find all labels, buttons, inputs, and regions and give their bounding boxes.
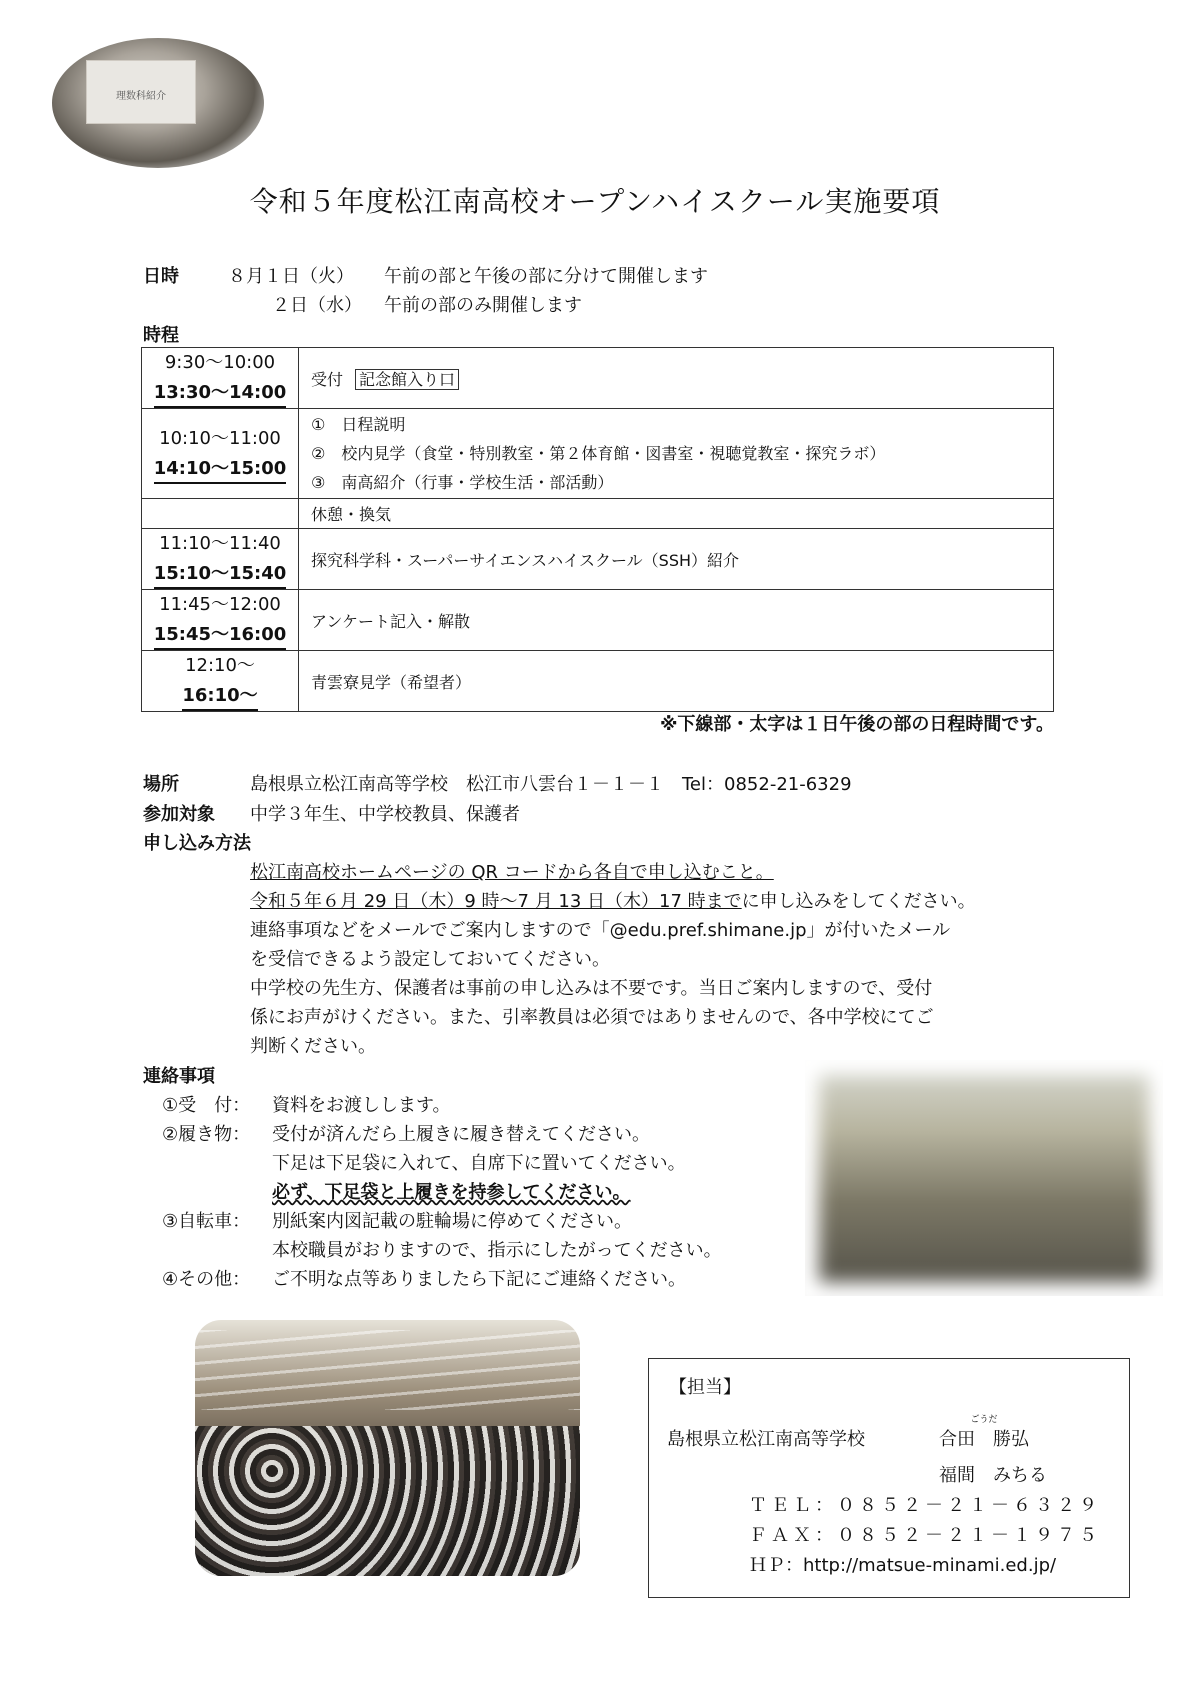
projector-screen xyxy=(86,60,196,124)
schedule-row xyxy=(142,590,1054,651)
time-am: 11:10～11:40 xyxy=(159,533,281,554)
datetime-line1-text: 午前の部と午後の部に分けて開催します xyxy=(384,266,708,287)
auditorium-photo xyxy=(195,1320,580,1576)
time-pm: 15:45～16:00 xyxy=(154,622,287,650)
schedule-row xyxy=(142,348,1054,409)
schedule-label: 時程 xyxy=(143,325,179,346)
schedule-time-cell xyxy=(142,529,299,590)
screen-text: 理数科紹介 xyxy=(116,91,166,102)
apply-line2-rest: に申し込みをしてください。 xyxy=(741,891,976,912)
apply-line5: 中学校の先生方、保護者は事前の申し込みは不要です。当日ご案内しますので、受付 xyxy=(250,978,933,999)
schedule-row xyxy=(142,529,1054,590)
note-text-emphasis: 必ず、下足袋と上履きを持参してください。 xyxy=(272,1182,631,1203)
ceiling-lights xyxy=(195,1330,580,1410)
contact-box xyxy=(648,1358,1130,1598)
schedule-desc-cell xyxy=(299,499,1054,529)
note-text: 本校職員がおりますので、指示にしたがってください。 xyxy=(272,1240,722,1261)
datetime-label: 日時 xyxy=(143,266,179,287)
contact-fax: ＦＡＸ：０８５２－２１－１９７５ xyxy=(749,1525,1101,1546)
apply-deadline: 令和５年６月 29 日（木）9 時～7 月 13 日（木）17 時まで xyxy=(250,891,742,912)
schedule-time-cell xyxy=(142,409,299,499)
note-key: ②履き物： xyxy=(162,1124,251,1145)
note-text: 資料をお渡しします。 xyxy=(272,1095,451,1116)
contact-person1-ruby: ごうだ xyxy=(970,1415,998,1425)
place-label: 場所 xyxy=(143,774,179,795)
contact-hp[interactable]: ＨＰ：http://matsue-minami.ed.jp/ xyxy=(749,1555,1057,1576)
target-label: 参加対象 xyxy=(143,804,215,825)
schedule-desc: 探究科学科・スーパーサイエンスハイスクール（SSH）紹介 xyxy=(311,550,740,570)
contact-person1 xyxy=(939,1415,1029,1451)
datetime-line1-date: ８月１日（火） xyxy=(228,266,354,287)
apply-line7: 判断ください。 xyxy=(250,1036,376,1057)
note-text: 別紙案内図記載の駐輪場に停めてください。 xyxy=(272,1211,632,1232)
time-pm: 16:10～ xyxy=(182,683,257,711)
schedule-desc: 休憩・換気 xyxy=(311,505,392,524)
contact-heading: 【担当】 xyxy=(669,1377,741,1398)
schedule-item: ③ 南高紹介（行事・学校生活・部活動） xyxy=(311,473,614,492)
apply-line4: を受信できるよう設定しておいてください。 xyxy=(250,949,610,970)
schedule-time-cell xyxy=(142,499,299,529)
note-key: ③自転車： xyxy=(162,1211,251,1232)
schedule-desc-cell xyxy=(299,409,1054,499)
time-am: 11:45～12:00 xyxy=(159,594,281,615)
contact-tel: ＴＥＬ：０８５２－２１－６３２９ xyxy=(749,1495,1101,1516)
schedule-item: ① 日程説明 xyxy=(311,415,406,434)
schedule-desc-cell xyxy=(299,348,1054,409)
time-pm: 13:30～14:00 xyxy=(154,380,287,408)
apply-label: 申し込み方法 xyxy=(143,833,251,854)
schedule-desc: 青雲寮見学（希望者） xyxy=(311,672,472,692)
time-am: 9:30～10:00 xyxy=(164,352,276,373)
schedule-time-cell xyxy=(142,651,299,712)
time-am: 10:10～11:00 xyxy=(159,427,281,449)
schedule-note: ※下線部・太字は１日午後の部の日程時間です。 xyxy=(659,714,1054,735)
note-text: 下足は下足袋に入れて、自席下に置いてください。 xyxy=(272,1153,686,1174)
target-value: 中学３年生、中学校教員、保護者 xyxy=(250,804,520,825)
venue-box: 記念館入り口 xyxy=(355,369,459,390)
note-key: ①受 付： xyxy=(162,1095,251,1116)
schedule-desc-cell xyxy=(299,651,1054,712)
time-am: 12:10～ xyxy=(185,655,255,676)
note-text: 受付が済んだら上履きに履き替えてください。 xyxy=(272,1124,650,1145)
notes-label: 連絡事項 xyxy=(143,1066,215,1087)
place-value: 島根県立松江南高等学校 松江市八雲台１－１－１ Tel：0852-21-6329 xyxy=(250,774,852,795)
schedule-time-cell xyxy=(142,590,299,651)
contact-person1-text: 合田 勝弘 xyxy=(939,1429,1029,1450)
page-title: 令和５年度松江南高校オープンハイスクール実施要項 xyxy=(249,185,941,218)
time-pm: 15:10～15:40 xyxy=(154,561,287,589)
contact-school: 島根県立松江南高等学校 xyxy=(667,1429,865,1450)
schedule-row xyxy=(142,499,1054,529)
apply-line3: 連絡事項などをメールでご案内しますので「@edu.pref.shimane.jp」が付いたメール xyxy=(250,920,951,941)
audience xyxy=(195,1426,580,1576)
schedule-time-cell xyxy=(142,348,299,409)
note-text: ご不明な点等ありましたら下記にご連絡ください。 xyxy=(272,1269,686,1290)
top-photo xyxy=(52,38,264,168)
contact-person2: 福間 みちる xyxy=(939,1465,1047,1486)
schedule-desc: アンケート記入・解散 xyxy=(311,611,471,631)
apply-line6: 係にお声がけください。また、引率教員は必須ではありませんので、各中学校にてご xyxy=(250,1007,934,1028)
datetime-line2-text: 午前の部のみ開催します xyxy=(384,295,582,316)
schedule-row xyxy=(142,651,1054,712)
time-pm: 14:10～15:00 xyxy=(154,456,287,484)
library-photo xyxy=(805,1060,1163,1296)
schedule-desc-cell xyxy=(299,590,1054,651)
apply-line2 xyxy=(250,887,976,913)
apply-line1: 松江南高校ホームページの QR コードから各自で申し込むこと。 xyxy=(250,862,774,883)
datetime-line2-date: ２日（水） xyxy=(272,295,362,316)
schedule-desc: 受付 xyxy=(311,369,344,389)
contact-person1-name xyxy=(939,1415,1029,1451)
schedule-item: ② 校内見学（食堂・特別教室・第２体育館・図書室・視聴覚教室・探究ラボ） xyxy=(311,444,886,463)
note-key: ④その他： xyxy=(162,1269,251,1290)
schedule-table xyxy=(141,347,1054,712)
schedule-row xyxy=(142,409,1054,499)
schedule-desc-cell xyxy=(299,529,1054,590)
